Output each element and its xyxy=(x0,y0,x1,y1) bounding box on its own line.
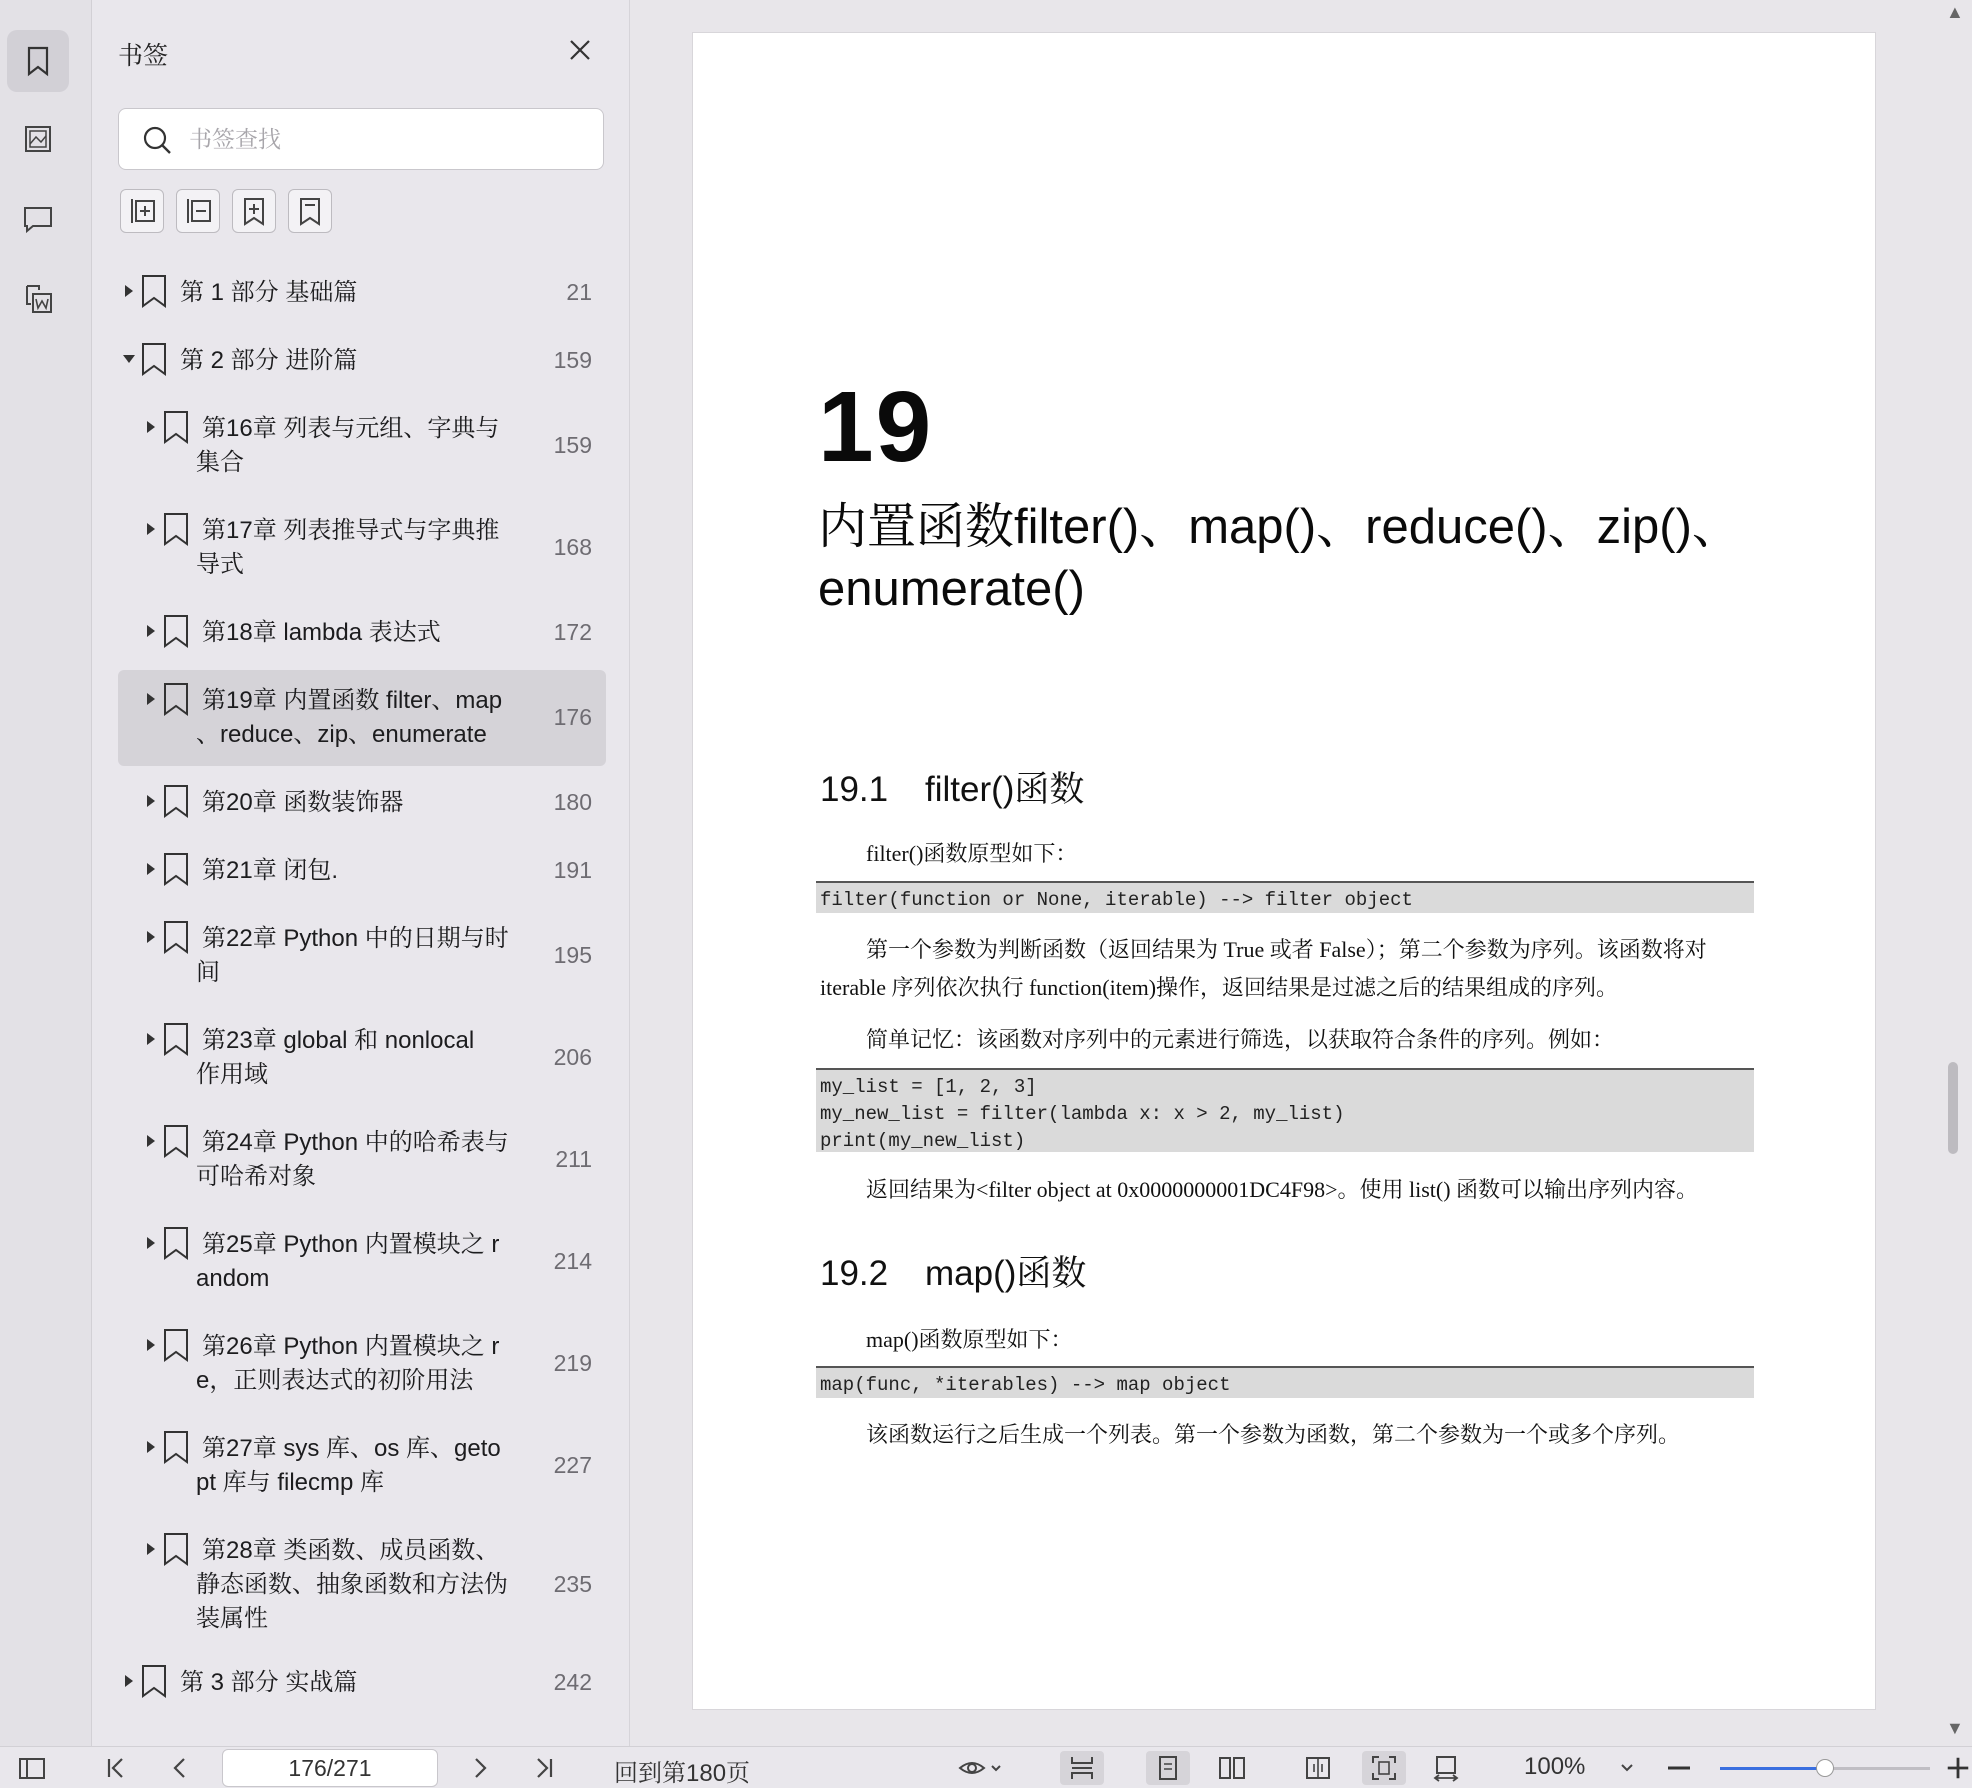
bookmark-page-number: 180 xyxy=(553,789,592,815)
bookmark-label: e，正则表达式的初阶用法 xyxy=(196,1367,474,1394)
chapter-number: 19 xyxy=(818,371,934,483)
paragraph: 第一个参数为判断函数（返回结果为 True 或者 False）；第二个参数为序列。该函数将对 xyxy=(866,937,1707,962)
bookmark-page-number: 235 xyxy=(553,1571,592,1597)
bookmark-page-number: 21 xyxy=(566,279,592,305)
caret-right-icon[interactable] xyxy=(144,1134,158,1148)
bookmark-icon xyxy=(140,1664,168,1698)
bookmark-icon[interactable] xyxy=(7,30,69,92)
bookmark-label: 导式 xyxy=(196,551,244,578)
bookmark-item[interactable] xyxy=(118,670,606,766)
bookmark-label: 第27章 sys 库、os 库、geto xyxy=(202,1435,501,1462)
bookmark-label: 第18章 lambda 表达式 xyxy=(202,619,441,646)
bookmark-icon xyxy=(162,1022,190,1056)
caret-right-icon[interactable] xyxy=(144,692,158,706)
section-title: map()函数 xyxy=(925,1254,1087,1293)
bookmark-icon xyxy=(162,1328,190,1362)
bookmark-icon xyxy=(162,784,190,818)
caret-right-icon[interactable] xyxy=(144,862,158,876)
bookmark-icon xyxy=(162,682,190,716)
bookmark-label: 装属性 xyxy=(196,1605,268,1632)
close-icon[interactable] xyxy=(564,34,596,66)
comment-icon[interactable] xyxy=(7,188,69,250)
bookmark-label: 第23章 global 和 nonlocal xyxy=(202,1027,475,1054)
expand-all-icon[interactable] xyxy=(120,189,164,233)
add-bookmark-icon[interactable] xyxy=(232,189,276,233)
bookmark-icon xyxy=(162,852,190,886)
convert-icon[interactable] xyxy=(7,268,69,330)
bookmark-item[interactable] xyxy=(118,1214,606,1310)
caret-right-icon[interactable] xyxy=(144,1440,158,1454)
bookmark-item[interactable] xyxy=(118,1652,606,1714)
bookmark-item[interactable] xyxy=(118,1112,606,1208)
bookmark-item[interactable] xyxy=(118,908,606,1004)
bookmark-label: 第 3 部分 实战篇 xyxy=(180,1669,358,1696)
section-number: 19.2 xyxy=(820,1254,889,1293)
caret-right-icon[interactable] xyxy=(122,284,136,298)
bookmark-label: 第26章 Python 内置模块之 r xyxy=(202,1333,500,1360)
paragraph: 简单记忆：该函数对序列中的元素进行筛选，以获取符合条件的序列。例如： xyxy=(866,1027,1615,1052)
caret-right-icon[interactable] xyxy=(144,794,158,808)
next-page-icon[interactable] xyxy=(462,1751,498,1785)
vertical-scrollbar[interactable] xyxy=(1944,0,1972,1746)
bookmark-icon xyxy=(162,920,190,954)
zoom-slider-handle[interactable] xyxy=(1816,1759,1834,1777)
bookmark-label: 第17章 列表推导式与字典推 xyxy=(202,517,500,544)
bookmark-label: 可哈希对象 xyxy=(196,1163,316,1190)
bookmark-label: 第20章 函数装饰器 xyxy=(202,789,404,816)
scroll-down-icon[interactable]: ▼ xyxy=(1946,1718,1964,1738)
bookmark-page-number: 195 xyxy=(553,942,592,968)
bookmark-page-number: 227 xyxy=(553,1452,592,1478)
bookmark-label: 、reduce、zip、enumerate xyxy=(196,721,487,748)
single-page-icon[interactable] xyxy=(1146,1751,1190,1785)
bookmark-item[interactable] xyxy=(118,500,606,596)
bookmark-item[interactable] xyxy=(118,772,606,834)
caret-down-icon[interactable] xyxy=(122,352,136,366)
chapter-title-line2: enumerate() xyxy=(818,562,1085,616)
bookmark-page-number: 176 xyxy=(553,704,592,730)
bookmark-label: 第 2 部分 进阶篇 xyxy=(180,347,358,374)
prev-page-icon[interactable] xyxy=(162,1751,198,1785)
code-line: my_list = [1, 2, 3] xyxy=(820,1076,1037,1098)
chapter-title xyxy=(818,496,1818,620)
toggle-sidebar-icon[interactable] xyxy=(12,1751,52,1785)
bookmark-page-number: 214 xyxy=(553,1248,592,1274)
side-rail xyxy=(0,0,92,1746)
bookmark-label: andom xyxy=(196,1265,270,1292)
search-icon xyxy=(141,124,173,156)
bookmark-page-number: 211 xyxy=(555,1146,592,1172)
zoom-dropdown-icon[interactable] xyxy=(1612,1751,1642,1785)
bookmark-icon xyxy=(162,614,190,648)
bookmark-icon xyxy=(162,1124,190,1158)
bookmark-label: 第28章 类函数、成员函数、 xyxy=(202,1537,500,1564)
caret-right-icon[interactable] xyxy=(144,1236,158,1250)
bookmark-label: pt 库与 filecmp 库 xyxy=(196,1469,385,1496)
bookmark-label: 第16章 列表与元组、字典与 xyxy=(202,415,500,442)
caret-right-icon[interactable] xyxy=(144,420,158,434)
bookmark-label: 第 1 部分 基础篇 xyxy=(180,279,358,306)
bookmark-icon xyxy=(162,1430,190,1464)
zoom-out-icon[interactable] xyxy=(1664,1751,1694,1785)
bookmark-item[interactable] xyxy=(118,330,606,392)
bookmark-item[interactable] xyxy=(118,398,606,494)
caret-right-icon[interactable] xyxy=(144,522,158,536)
bookmark-label: 第21章 闭包. xyxy=(202,857,339,884)
code-block xyxy=(816,1068,1754,1152)
section-heading xyxy=(820,1246,1086,1296)
caret-right-icon[interactable] xyxy=(144,624,158,638)
bookmark-label: 集合 xyxy=(196,449,244,476)
fit-width-icon[interactable] xyxy=(1060,1751,1104,1785)
zoom-level[interactable]: 100% xyxy=(1524,1753,1586,1780)
bookmark-page-number: 159 xyxy=(553,347,592,373)
collapse-all-icon[interactable] xyxy=(176,189,220,233)
caret-right-icon[interactable] xyxy=(144,1032,158,1046)
bookmark-item[interactable] xyxy=(118,1010,606,1106)
caret-right-icon[interactable] xyxy=(144,1338,158,1352)
section-heading xyxy=(820,762,1084,812)
image-icon[interactable] xyxy=(7,108,69,170)
bookmark-label: 第22章 Python 中的日期与时 xyxy=(202,925,509,952)
chapter-title-line1: 内置函数filter()、map()、reduce()、zip()、 xyxy=(818,500,1741,554)
page-number-input[interactable] xyxy=(222,1749,438,1787)
caret-right-icon[interactable] xyxy=(144,930,158,944)
two-page-icon[interactable] xyxy=(1210,1751,1254,1785)
status-bar xyxy=(0,1746,1972,1788)
scroll-up-icon[interactable]: ▲ xyxy=(1946,2,1964,22)
code-line: my_new_list = filter(lambda x: x > 2, my_list) xyxy=(820,1103,1345,1125)
bookmark-page-number: 159 xyxy=(553,432,592,458)
bookmark-search[interactable] xyxy=(118,108,604,170)
bookmark-icon xyxy=(162,512,190,546)
caret-right-icon[interactable] xyxy=(144,1542,158,1556)
paragraph: 返回结果为<filter object at 0x0000000001DC4F98>。使用 list() 函数可以输出序列内容。 xyxy=(866,1177,1699,1202)
bookmark-page-number: 168 xyxy=(553,534,592,560)
search-input[interactable] xyxy=(189,119,589,159)
code-block: filter(function or None, iterable) --> filter object xyxy=(816,881,1754,913)
section-title: filter()函数 xyxy=(925,770,1085,809)
bookmark-page-number: 242 xyxy=(553,1669,592,1695)
fit-page-icon[interactable] xyxy=(1362,1751,1406,1785)
bookmark-item[interactable] xyxy=(118,1316,606,1412)
bookmark-page-number: 219 xyxy=(553,1350,592,1376)
bookmark-page-number: 172 xyxy=(553,619,592,645)
bookmark-panel xyxy=(92,0,630,1746)
paragraph: map()函数原型如下： xyxy=(866,1327,1073,1352)
code-line: print(my_new_list) xyxy=(820,1130,1026,1152)
first-page-icon[interactable] xyxy=(98,1751,134,1785)
bookmark-label: 静态函数、抽象函数和方法伪 xyxy=(196,1571,508,1598)
panel-title: 书签 xyxy=(118,42,169,70)
bookmark-label: 第24章 Python 中的哈希表与 xyxy=(202,1129,509,1156)
bookmark-icon xyxy=(140,342,168,376)
scroll-thumb[interactable] xyxy=(1948,1062,1958,1154)
view-mode-icon[interactable] xyxy=(950,1751,1010,1785)
bookmark-label: 作用域 xyxy=(196,1061,268,1088)
paragraph: iterable 序列依次执行 function(item)操作，返回结果是过滤之后的结果组成的序列。 xyxy=(820,975,1619,1000)
bookmark-icon[interactable] xyxy=(288,189,332,233)
bookmark-item[interactable] xyxy=(118,1418,606,1514)
bookmark-item[interactable] xyxy=(118,840,606,902)
bookmark-item[interactable] xyxy=(118,1520,606,1650)
paragraph: filter()函数原型如下： xyxy=(866,841,1078,866)
bookmark-label: 第19章 内置函数 filter、map xyxy=(202,687,503,714)
goto-page-button[interactable]: 回到第180页 xyxy=(614,1760,751,1787)
bookmark-icon xyxy=(162,1532,190,1566)
bookmark-item[interactable] xyxy=(118,262,606,324)
zoom-in-icon[interactable] xyxy=(1944,1751,1972,1785)
book-view-icon[interactable] xyxy=(1296,1751,1340,1785)
rotate-icon[interactable] xyxy=(1424,1751,1468,1785)
last-page-icon[interactable] xyxy=(526,1751,562,1785)
bookmark-icon xyxy=(162,410,190,444)
bookmark-item[interactable] xyxy=(118,602,606,664)
caret-right-icon[interactable] xyxy=(122,1674,136,1688)
section-number: 19.1 xyxy=(820,770,889,809)
bookmark-page-number: 191 xyxy=(553,857,592,883)
zoom-slider-fill xyxy=(1720,1767,1825,1770)
bookmark-icon xyxy=(140,274,168,308)
paragraph: 该函数运行之后生成一个列表。第一个参数为函数，第二个参数为一个或多个序列。 xyxy=(866,1422,1681,1447)
bookmark-label: 第25章 Python 内置模块之 r xyxy=(202,1231,500,1258)
bookmark-icon xyxy=(162,1226,190,1260)
bookmark-label: 间 xyxy=(196,959,220,986)
bookmark-page-number: 206 xyxy=(553,1044,592,1070)
code-block: map(func, *iterables) --> map object xyxy=(816,1366,1754,1398)
